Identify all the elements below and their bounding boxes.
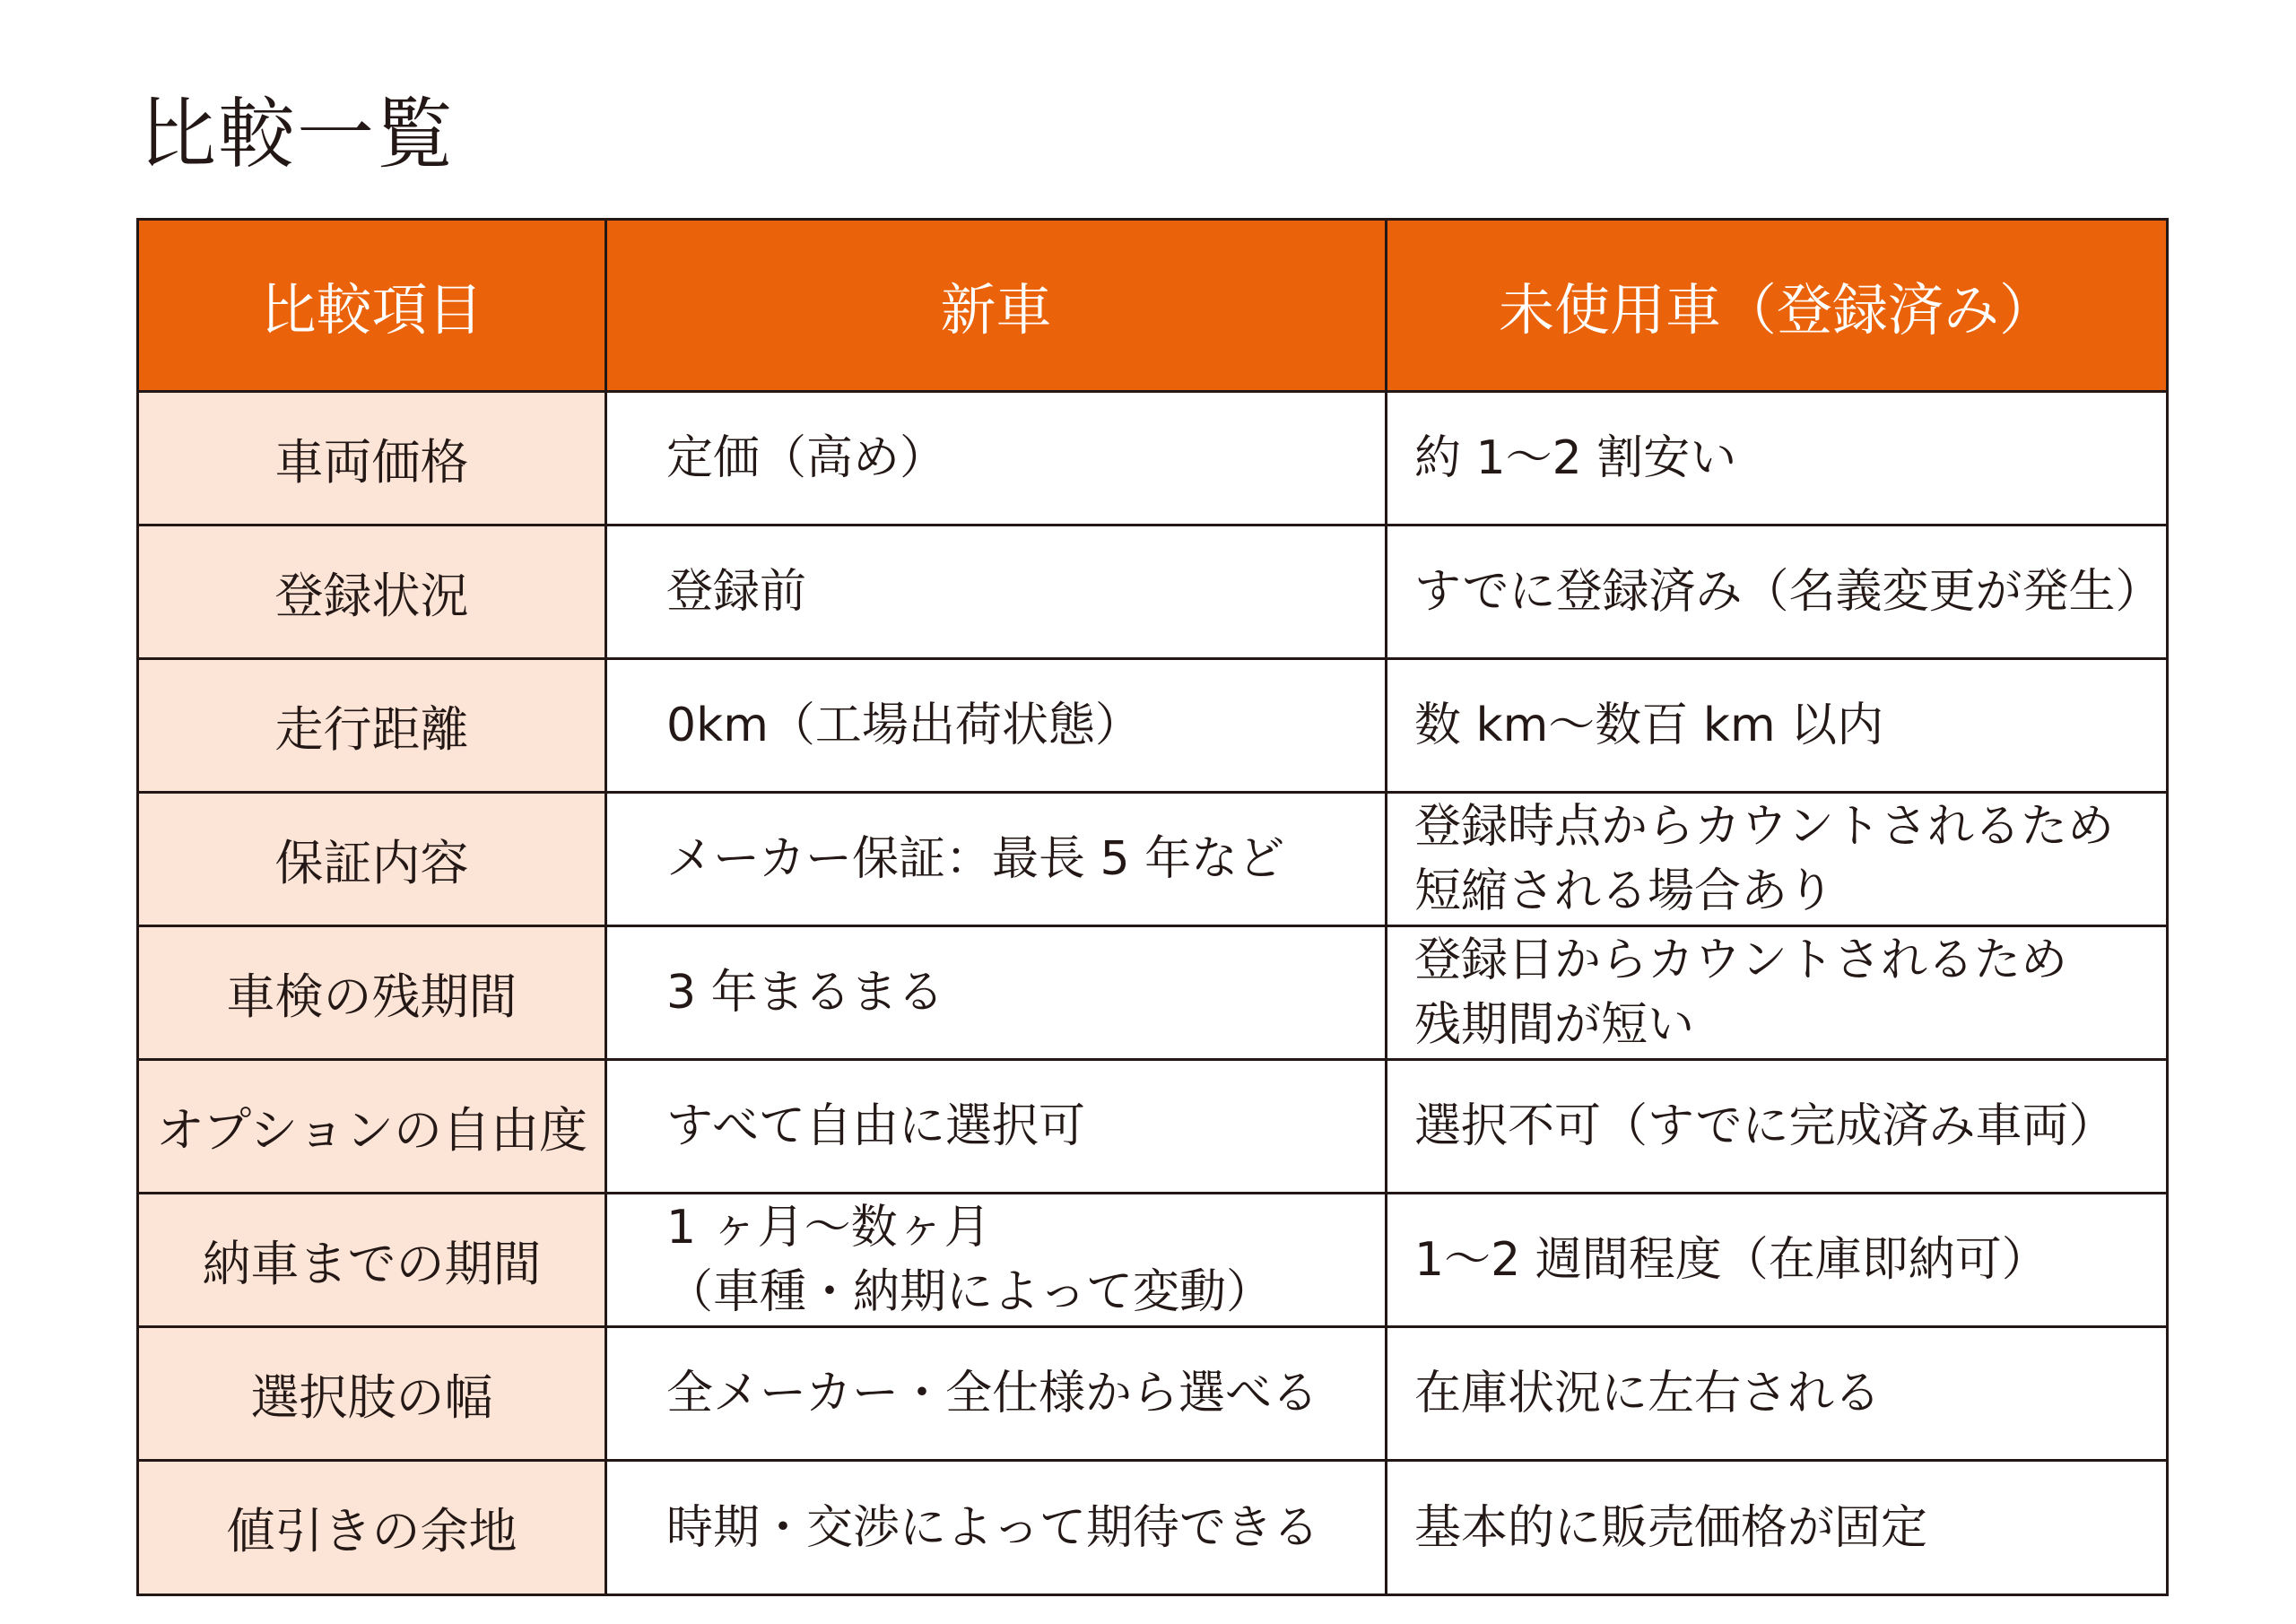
- table-row: [138, 793, 2168, 926]
- unused-car-text: 選択不可（すでに完成済み車両）: [1414, 1099, 2116, 1153]
- unused-car-cell: [1387, 926, 2168, 1060]
- row-item-label: 納車までの期間: [138, 1194, 606, 1327]
- row-item-label: 走行距離: [138, 659, 606, 793]
- new-car-text: 定価（高め）: [666, 431, 947, 485]
- new-car-cell: [606, 392, 1387, 525]
- page-title: 比較一覧: [139, 90, 455, 179]
- table-row: [138, 525, 2168, 659]
- new-car-cell: [606, 1461, 1387, 1595]
- new-car-text: 3 年まるまる: [666, 966, 944, 1020]
- unused-car-cell: [1387, 1461, 2168, 1595]
- unused-car-text: 登録日からカウントされるため 残期間が短い: [1414, 934, 2068, 1052]
- new-car-text: 0km（工場出荷状態）: [666, 699, 1142, 752]
- header-new-car: 新車: [606, 220, 1387, 392]
- comparison-table: [136, 218, 2169, 1596]
- table-header-row: [138, 220, 2168, 392]
- table-row: [138, 1461, 2168, 1595]
- row-item-label: オプションの自由度: [138, 1060, 606, 1194]
- new-car-cell: [606, 659, 1387, 793]
- header-comparison-item: 比較項目: [138, 220, 606, 392]
- new-car-text: 時期・交渉によって期待できる: [666, 1500, 1320, 1555]
- unused-car-cell: [1387, 525, 2168, 659]
- row-item-label: 保証内容: [138, 793, 606, 926]
- table-row: [138, 659, 2168, 793]
- unused-car-text: 1〜2 週間程度（在庫即納可）: [1414, 1233, 2048, 1287]
- new-car-cell: [606, 926, 1387, 1060]
- unused-car-text: 在庫状況に左右される: [1414, 1367, 1882, 1420]
- unused-car-text: すでに登録済み（名義変更が発生）: [1414, 565, 2162, 619]
- unused-car-cell: [1387, 1327, 2168, 1461]
- unused-car-cell: [1387, 1194, 2168, 1327]
- row-item-label: 登録状況: [138, 525, 606, 659]
- new-car-cell: [606, 1060, 1387, 1194]
- new-car-text: 全メーカー・全仕様から選べる: [666, 1367, 1318, 1420]
- header-unused-car: 未使用車（登録済み）: [1387, 220, 2168, 392]
- unused-car-text: 約 1〜2 割安い: [1414, 431, 1737, 485]
- table-row: [138, 392, 2168, 525]
- row-item-label: 値引きの余地: [138, 1461, 606, 1595]
- new-car-cell: [606, 793, 1387, 926]
- new-car-text: 1 ヶ月〜数ヶ月 （車種・納期によって変動）: [666, 1201, 1274, 1319]
- unused-car-text: 基本的に販売価格が固定: [1414, 1500, 1928, 1555]
- new-car-cell: [606, 1327, 1387, 1461]
- table-row: [138, 1194, 2168, 1327]
- new-car-cell: [606, 525, 1387, 659]
- row-item-label: 車両価格: [138, 392, 606, 525]
- unused-car-text: 登録時点からカウントされるため 短縮される場合あり: [1414, 800, 2115, 918]
- unused-car-cell: [1387, 392, 2168, 525]
- table-row: [138, 1327, 2168, 1461]
- row-item-label: 選択肢の幅: [138, 1327, 606, 1461]
- new-car-text: すべて自由に選択可: [666, 1099, 1085, 1153]
- row-item-label: 車検の残期間: [138, 926, 606, 1060]
- table-row: [138, 1060, 2168, 1194]
- unused-car-cell: [1387, 793, 2168, 926]
- unused-car-cell: [1387, 659, 2168, 793]
- new-car-text: 登録前: [666, 565, 807, 619]
- new-car-text: メーカー保証：最長 5 年など: [666, 832, 1285, 886]
- new-car-cell: [606, 1194, 1387, 1327]
- table-row: [138, 926, 2168, 1060]
- unused-car-cell: [1387, 1060, 2168, 1194]
- unused-car-text: 数 km〜数百 km 以内: [1414, 699, 1884, 752]
